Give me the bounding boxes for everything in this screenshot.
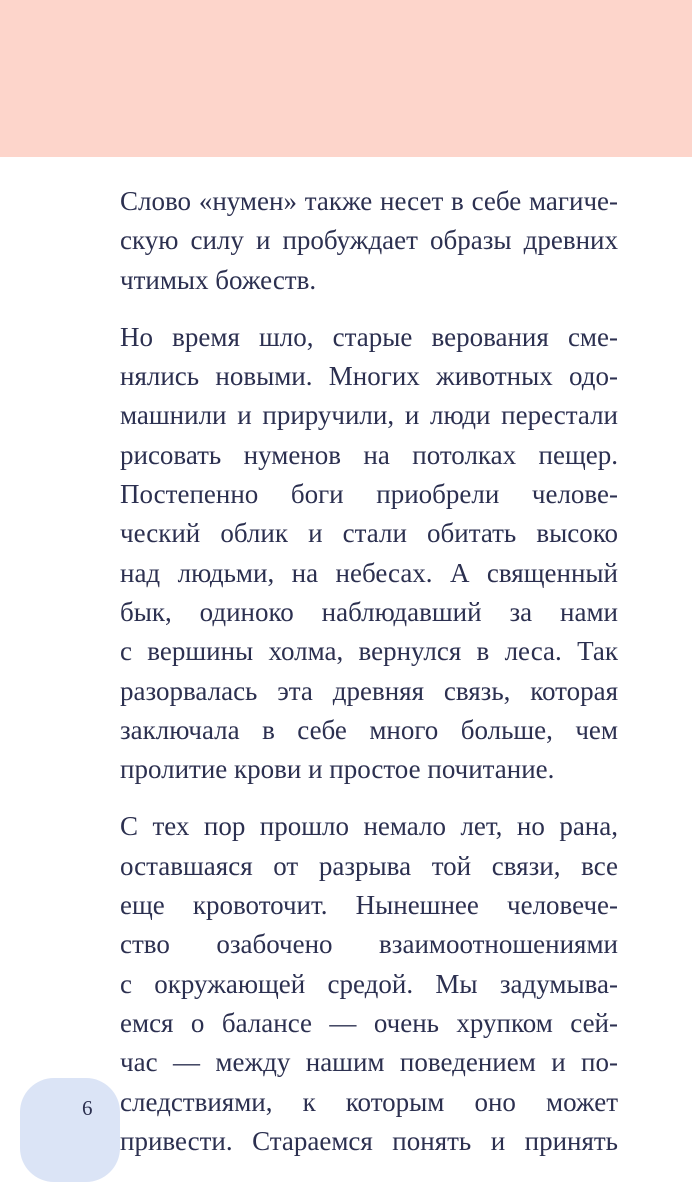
text-line: с окружающей средой. Мы задумыва- xyxy=(120,968,618,999)
page-text xyxy=(120,182,618,1179)
text-line: бык, одиноко наблюдавший за нами xyxy=(120,596,618,627)
paragraph-2 xyxy=(120,318,618,790)
page-number-tab xyxy=(20,1078,120,1182)
text-line: Постепенно боги приобрели челове- xyxy=(120,479,618,510)
text-line: над людьми, на небесах. А священный xyxy=(120,557,618,588)
text-line: чтимых божеств. xyxy=(120,264,317,295)
text-line: пролитие крови и простое почитание. xyxy=(120,754,555,785)
text-line: оставшаяся от разрыва той связи, все xyxy=(120,850,618,881)
text-line: час — между нашим поведением и по- xyxy=(120,1047,618,1078)
text-line: ство озабочено взаимоотношениями xyxy=(120,929,618,960)
text-line: машнили и приручили, и люди перестали xyxy=(120,400,618,431)
text-line: ческий облик и стали обитать высоко xyxy=(120,518,618,549)
text-line: рисовать нуменов на потолках пещер. xyxy=(120,439,618,470)
paragraph-1 xyxy=(120,182,618,300)
text-line: заключала в себе много больше, чем xyxy=(120,714,618,745)
text-line: емся о балансе — очень хрупком сей- xyxy=(120,1007,618,1038)
text-line: С тех пор прошло немало лет, но рана, xyxy=(120,811,618,842)
text-line: нялись новыми. Многих животных одо- xyxy=(120,361,618,392)
text-line: с вершины холма, вернулся в леса. Так xyxy=(120,636,618,667)
text-line: Слово «нумен» также несет в себе магиче- xyxy=(120,186,618,216)
text-line: скую силу и пробуждает образы древних xyxy=(120,225,618,256)
text-line: еще кровоточит. Нынешнее человече- xyxy=(120,890,618,921)
top-color-band xyxy=(0,0,692,157)
text-line: разорвалась эта древняя связь, которая xyxy=(120,675,618,706)
text-line: Но время шло, старые верования сме- xyxy=(120,321,618,352)
paragraph-3 xyxy=(120,807,618,1161)
page-number: 6 xyxy=(82,1096,93,1120)
text-line: следствиями, к которым оно может xyxy=(120,1086,618,1117)
text-line: привести. Стараемся понять и принять xyxy=(120,1125,618,1156)
